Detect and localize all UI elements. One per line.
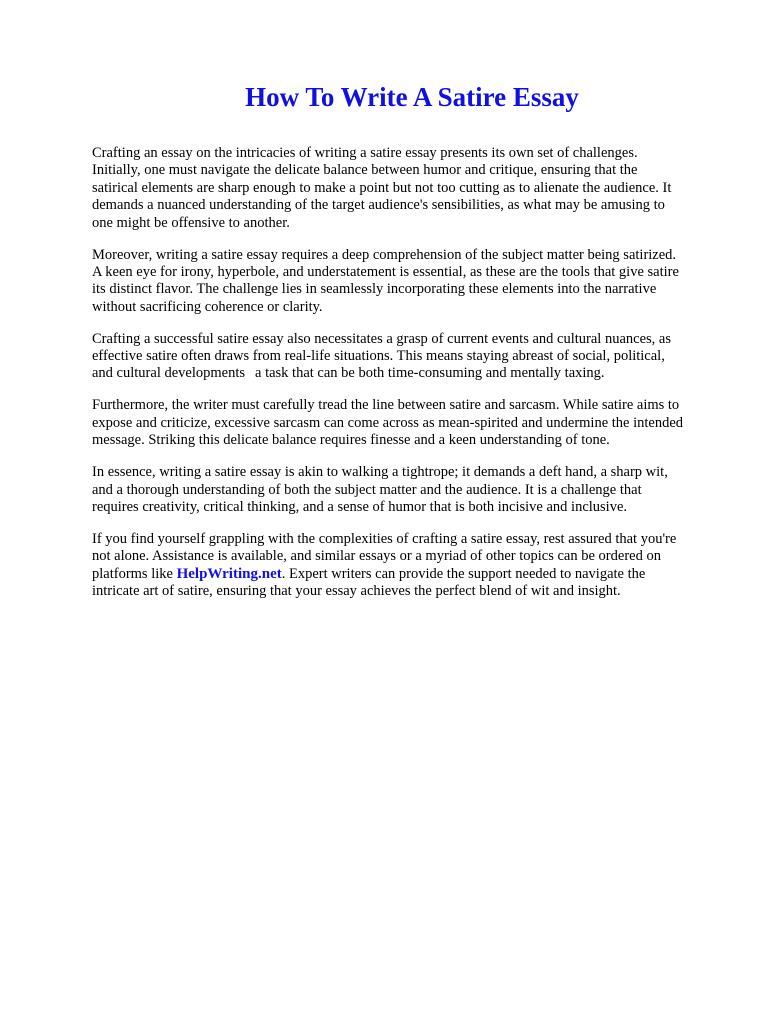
text-fragment: . Expert writers can provide the support needed to navigate the: [281, 565, 646, 582]
paragraph-3: [92, 331, 742, 383]
text-line: without sacrificing coherence or clarity.: [92, 298, 323, 315]
text-line: A keen eye for irony, hyperbole, and understatement is essential, as these are the tools that give satire: [92, 263, 679, 280]
text-line: If you find yourself grappling with the complexities of crafting a satire essay, rest assured that you're: [92, 530, 677, 547]
text-line: requires creativity, critical thinking, and a sense of humor that is both incisive and inclusive.: [92, 498, 628, 515]
text-line: Initially, one must navigate the delicate balance between humor and critique, ensuring that the: [92, 162, 638, 179]
text-fragment: platforms like: [92, 565, 173, 582]
helpwriting-link[interactable]: HelpWriting.net: [176, 565, 282, 582]
text-line: its distinct flavor. The challenge lies in seamlessly incorporating these elements into the narrative: [92, 281, 657, 298]
text-line: effective satire often draws from real-life situations. This means staying abreast of social, political,: [92, 348, 665, 365]
text-line: not alone. Assistance is available, and similar essays or a myriad of other topics can be ordered on: [92, 548, 661, 565]
text-line: expose and criticize, excessive sarcasm can come across as mean-spirited and undermine the intended: [92, 414, 684, 431]
essay-body: [92, 145, 742, 615]
text-line: [92, 566, 742, 583]
text-line: Crafting a successful satire essay also necessitates a grasp of current events and cultural nuances, as: [92, 330, 671, 347]
text-line: In essence, writing a satire essay is akin to walking a tightrope; it demands a deft hand, a sharp wit,: [92, 464, 668, 481]
text-line: intricate art of satire, ensuring that your essay achieves the perfect blend of wit and insight.: [92, 583, 621, 600]
paragraph-1: [92, 145, 742, 232]
text-line: Furthermore, the writer must carefully tread the line between satire and sarcasm. While satire aims to: [92, 397, 680, 414]
text-line: Moreover, writing a satire essay requires a deep comprehension of the subject matter being satirized.: [92, 246, 677, 263]
paragraph-4: [92, 397, 742, 449]
text-line: Crafting an essay on the intricacies of writing a satire essay presents its own set of challenges.: [92, 145, 638, 161]
paragraph-5: [92, 464, 742, 516]
page-title: How To Write A Satire Essay: [245, 82, 579, 112]
text-line: message. Striking this delicate balance requires finesse and a keen understanding of tone.: [92, 432, 610, 449]
paragraph-6: [92, 531, 742, 601]
text-fragment: and cultural developments: [92, 365, 246, 382]
text-line: and a thorough understanding of both the subject matter and the audience. It is a challenge that: [92, 481, 642, 498]
text-fragment: a task that can be both time-consuming and mentally taxing.: [255, 365, 605, 382]
text-line: [92, 365, 742, 382]
text-line: satirical elements are sharp enough to make a point but not too cutting as to alienate the audience. It: [92, 179, 672, 196]
paragraph-2: [92, 247, 742, 317]
text-line: one might be offensive to another.: [92, 214, 290, 231]
text-line: demands a nuanced understanding of the target audience's sensibilities, as what may be amusing to: [92, 197, 665, 214]
